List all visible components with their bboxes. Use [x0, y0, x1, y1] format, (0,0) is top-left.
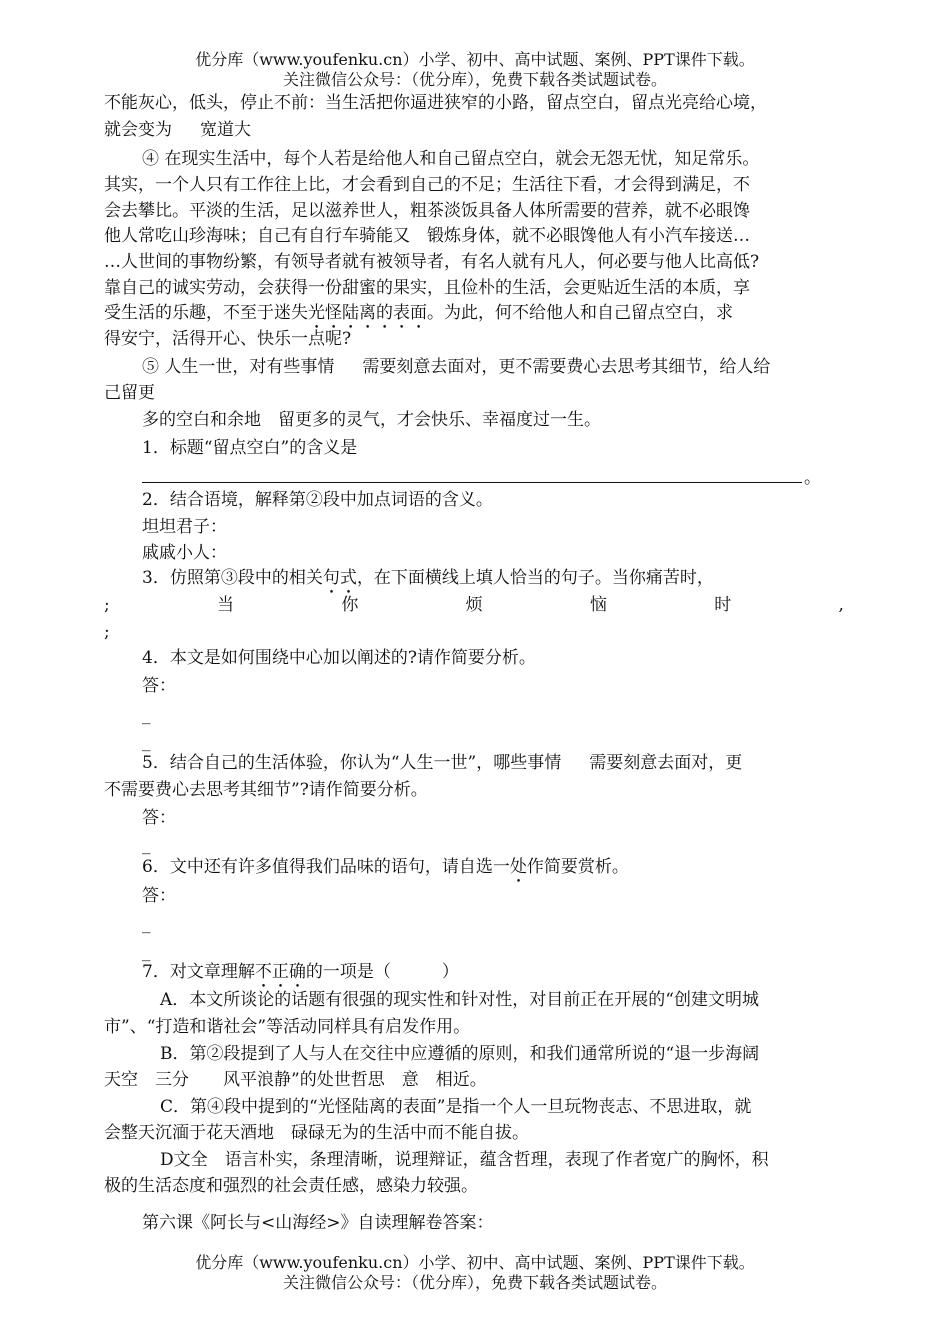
paragraph-5-line-1: ⑤ 人生一世，对有些事情 需要刻意去面对，更不需要费心去思考其细节，给人给 — [142, 357, 771, 377]
question-3-fill-row: ; 当 你 烦 恼 时 , — [104, 595, 844, 615]
emphasized-word: 句式 — [322, 568, 357, 588]
option-b-line-2: 天空 三分 风平浪静”的处世哲思 意 相近。 — [104, 1070, 487, 1090]
option-c-line-1[interactable]: C．第④段中提到的“光怪陆离的表面”是指一个人一旦玩物丧志、不思进取，就 — [160, 1097, 752, 1117]
option-a-line-2: 市”、“打造和谐社会”等活动同样具有启发作用。 — [104, 1017, 471, 1037]
question-4: 4．本文是如何围绕中心加以阐述的?请作简要分析。 — [142, 648, 536, 668]
question-6-answer-label: 答： — [142, 886, 176, 906]
emphasized-phrase: 光怪陆离的表面 — [308, 303, 427, 323]
header-line-1: 优分库（www.youfenku.cn）小学、初中、高中试题、案例、PPT课件下载。 — [195, 50, 755, 69]
paragraph-4-line-8: 得安宁，活得开心、快乐一点呢? — [104, 329, 352, 349]
answer-key-title: 第六课《阿长与<山海经>》自读理解卷答案： — [142, 1213, 494, 1233]
paragraph-3-end-line-1: 不能灰心，低头，停止不前：当生活把你逼进狭窄的小路，留点空白，留点光亮给心境， — [104, 93, 767, 113]
option-c-line-2: 会整天沉湎于花天酒地 碌碌无为的生活中而不能自拔。 — [104, 1123, 529, 1143]
option-a-line-1[interactable]: A．本文所谈论的话题有很强的现实性和针对性，对目前正在开展的“创建文明城 — [160, 990, 759, 1010]
paragraph-4-line-4: 他人常吃山珍海味；自己有自行车骑能又 锻炼身体，就不必眼馋他人有小汽车接送… — [104, 226, 750, 246]
question-2: 2．结合语境，解释第②段中加点词语的含义。 — [142, 490, 493, 510]
question-7: 7．对文章理解不正确的一项是（ ） — [142, 962, 459, 982]
question-1-answer-line[interactable] — [142, 482, 802, 483]
question-5-line-2: 不需要费心去思考其细节”?请作简要分析。 — [104, 780, 428, 800]
question-2-item-a: 坦坦君子： — [142, 517, 227, 537]
question-5-blank[interactable]: _ — [142, 835, 151, 855]
question-1-end-mark: 。 — [804, 468, 821, 488]
question-4-blank-2[interactable]: _ — [142, 732, 151, 752]
question-2-item-b: 戚戚小人： — [142, 543, 227, 563]
question-4-answer-label: 答： — [142, 676, 176, 696]
question-4-blank-1[interactable]: _ — [142, 705, 151, 725]
footer-line-2: 关注微信公众号：（优分库），免费下载各类试题试卷。 — [282, 1273, 667, 1292]
paragraph-5-line-3: 多的空白和余地 留更多的灵气，才会快乐、幸福度过一生。 — [142, 410, 601, 430]
option-d-line-1[interactable]: D文全 语言朴实，条理清晰，说理辩证，蕴含哲理，表现了作者宽广的胸怀，积 — [160, 1150, 769, 1170]
question-3: 3．仿照第③段中的相关句式，在下面横线上填人恰当的句子。当你痛苦时， — [142, 568, 714, 588]
question-5-line-1: 5．结合自己的生活体验，你认为“人生一世”，哪些事情 需要刻意去面对，更 — [142, 753, 743, 773]
paragraph-4-line-6: 靠自己的诚实劳动，会获得一份甜蜜的果实，且俭朴的生活，会更贴近生活的本质，享 — [104, 278, 750, 298]
paragraph-4-line-2: 其实，一个人只有工作往上比，才会看到自己的不足；生活往下看，才会得到满足，不 — [104, 175, 750, 195]
emphasized-phrase: 不正确 — [254, 962, 306, 982]
paragraph-3-end-line-2: 就会变为 宽道大 — [104, 120, 251, 140]
option-d-line-2: 极的生活态度和强烈的社会责任感，感染力较强。 — [104, 1176, 478, 1196]
question-6-blank-1[interactable]: _ — [142, 914, 151, 934]
question-1: 1．标题“留点空白”的含义是 — [142, 438, 358, 458]
question-6: 6．文中还有许多值得我们品味的语句，请自选一处作简要赏析。 — [142, 857, 629, 877]
paragraph-5-line-2: 己留更 — [104, 383, 155, 403]
emphasized-word: 处 — [509, 857, 527, 877]
question-6-blank-2[interactable]: _ — [142, 942, 151, 962]
option-b-line-1[interactable]: B．第②段提到了人与人在交往中应遵循的原则，和我们通常所说的“退一步海阔 — [160, 1044, 760, 1064]
paragraph-4-line-5: …人世间的事物纷繁，有领导者就有被领导者，有名人就有凡人，何必要与他人比高低? — [104, 252, 760, 272]
footer-line-1: 优分库（www.youfenku.cn）小学、初中、高中试题、案例、PPT课件下载。 — [195, 1253, 755, 1272]
paragraph-4-line-1: ④ 在现实生活中，每个人若是给他人和自己留点空白，就会无怨无忧，知足常乐。 — [142, 149, 760, 169]
header-line-2: 关注微信公众号：（优分库），免费下载各类试题试卷。 — [282, 70, 667, 89]
question-5-answer-label: 答： — [142, 808, 176, 828]
paragraph-4-line-7: 受生活的乐趣，不至于迷失光怪陆离的表面。为此，何不给他人和自己留点空白，求 — [104, 303, 733, 323]
paragraph-4-line-3: 会去攀比。平淡的生活，足以滋养世人，粗茶淡饭具备人体所需要的营养，就不必眼馋 — [104, 201, 750, 221]
question-3-fill-end: ; — [104, 622, 110, 642]
